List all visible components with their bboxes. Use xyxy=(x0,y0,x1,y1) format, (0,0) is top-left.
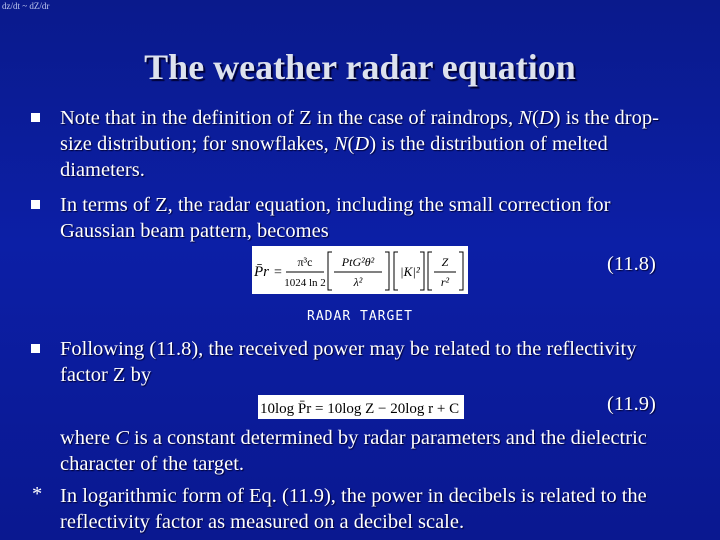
radar-equation-11-8-svg xyxy=(252,246,468,294)
footnote-text: In logarithmic form of Eq. (11.9), the power in decibels is related to the reflectivity factor as measured on a decibel scale. xyxy=(60,485,647,533)
after-eq2-post: is a constant determined by radar parameters and the dielectric character of the target. xyxy=(60,427,647,475)
radar-equation-11-8 xyxy=(252,246,468,294)
after-eq2-pre: where xyxy=(60,427,116,449)
log-equation-11-9 xyxy=(258,395,464,419)
b1-pre: Note that in the definition of Z in the case of raindrops, xyxy=(60,107,519,129)
corner-equation: dz/dt ~ dZ/dr xyxy=(2,1,50,11)
eq1-k-right-bracket xyxy=(420,252,424,290)
eq1-right-bracket xyxy=(385,252,389,290)
bullet-text-3: Following (11.8), the received power may be related to the reflectivity factor Z by xyxy=(60,338,637,386)
eq1-z-num: Z xyxy=(441,255,449,269)
bullet-marker-3 xyxy=(31,344,40,353)
eq1-k-left-bracket xyxy=(394,252,398,290)
b1-d2: D xyxy=(354,133,370,155)
constant-description xyxy=(60,425,680,477)
b1-mid: is the drop-size distribution; for snowflakes, xyxy=(60,107,659,155)
bullet-text-1: Note that in the definition of Z in the case of raindrops, N(D) is the drop-size distribution; for snowflakes, N(D) is the distribution of melted diameters. xyxy=(60,107,659,181)
slide-title: The weather radar equation xyxy=(144,47,576,87)
eq1-k-term: |K|² xyxy=(400,264,420,279)
eq2-text: 10log P̄r = 10log Z − 20log r + C xyxy=(260,401,460,417)
bullet-marker-2 xyxy=(31,200,40,209)
b1-nd2: N xyxy=(333,133,348,155)
b1-nd1: N xyxy=(518,107,532,129)
log-equation-11-9-svg xyxy=(258,395,464,419)
bullet-marker-1 xyxy=(31,113,40,122)
eq1-z-left-bracket xyxy=(428,252,432,290)
bullet-text-2: In terms of Z, the radar equation, including the small correction for Gaussian beam pattern, becomes xyxy=(60,194,611,242)
eq1-left-bracket xyxy=(328,252,332,290)
b1-d1: D xyxy=(538,107,554,129)
equation-number-11-8: (11.8) xyxy=(607,253,656,275)
eq1-lhs: P̄r xyxy=(254,264,269,280)
eq1-z-den: r² xyxy=(440,275,450,289)
after-eq2-c: C xyxy=(115,427,129,449)
eq1-bracket-den: λ² xyxy=(353,275,363,289)
equation-number-11-9: (11.9) xyxy=(607,393,656,415)
footnote-mark: * xyxy=(32,483,43,505)
radar-target-caption: RADAR TARGET xyxy=(307,309,413,324)
eq1-coef-num: π³c xyxy=(297,255,313,269)
b1-post: is the distribution of melted diameters. xyxy=(60,133,608,181)
eq1-coef-den: 1024 ln 2 xyxy=(284,277,326,289)
eq1-bracket-num: PtG²θ² xyxy=(341,255,375,269)
eq1-z-right-bracket xyxy=(459,252,463,290)
eq1-equals: = xyxy=(274,265,282,280)
